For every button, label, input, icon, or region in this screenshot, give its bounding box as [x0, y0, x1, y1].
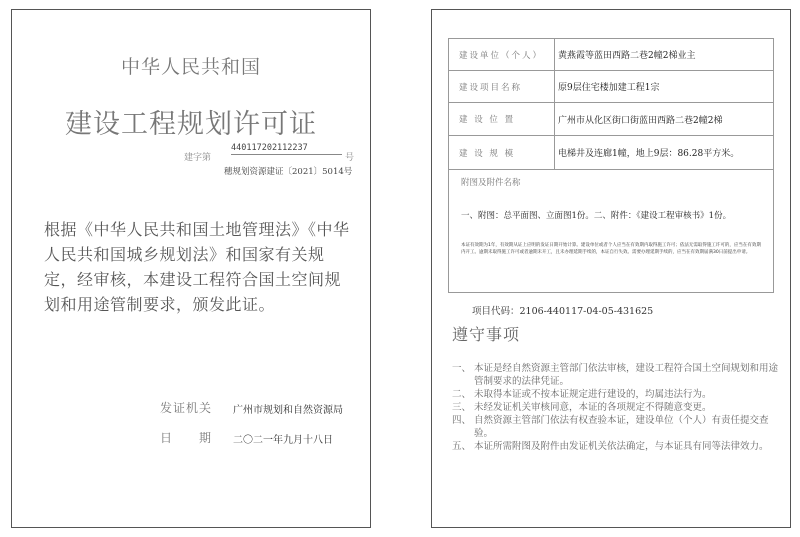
- table-row: [449, 71, 774, 103]
- country-name: 中华人民共和国: [120, 56, 261, 78]
- attachments-label: 附图及附件名称: [461, 178, 521, 188]
- list-item: [452, 362, 780, 388]
- list-item: [452, 414, 780, 440]
- table-label: 建 设 规 模: [449, 136, 555, 170]
- table-label: 建 设 位 置: [449, 103, 555, 136]
- cert-prefix: 建字第: [184, 153, 212, 163]
- notice-title: 遵守事项: [452, 325, 521, 344]
- notice-list: [452, 362, 780, 453]
- notice-text: 未经发证机关审核同意，本证的各项规定不得随意变更。: [474, 402, 712, 413]
- permit-title: 建设工程规划许可证: [65, 109, 317, 140]
- list-item: [452, 401, 780, 414]
- notice-text: 本证是经自然资源主管部门依法审核，建设工程符合国土空间规划和用途管制要求的法律凭证。: [474, 363, 779, 387]
- notice-number: 一、: [452, 363, 472, 374]
- permit-body-text: 根据《中华人民共和国土地管理法》《中华人民共和国城乡规划法》和国家有关规定，经审核，本建设工程符合国土空间规划和用途管制要求，颁发此证。: [44, 220, 350, 314]
- project-code: 项目代码：2106-440117-04-05-431625: [472, 306, 654, 317]
- table-label: 建设单位（个人）: [449, 39, 555, 71]
- attachments-box: [448, 169, 774, 293]
- issuer-value: 广州市规划和自然资源局: [233, 405, 343, 416]
- table-row: [449, 136, 774, 170]
- table-value: 黄燕霞等蓝田西路二巷2幢2梯业主: [555, 39, 774, 71]
- notice-text: 自然资源主管部门依法有权查验本证，建设单位（个人）有责任提交查验。: [474, 415, 769, 439]
- table-value: 原9层住宅楼加建工程1宗: [555, 71, 774, 103]
- table-row: [449, 39, 774, 71]
- notice-text: 未取得本证或不按本证规定进行建设的，均属违法行为。: [474, 389, 712, 400]
- cert-suffix: 号: [345, 153, 355, 163]
- list-item: [452, 440, 780, 453]
- date-value: 二〇二一年九月十八日: [233, 435, 333, 446]
- notice-text: 本证所需附图及附件由发证机关依法确定，与本证具有同等法律效力。: [474, 441, 769, 452]
- permit-left-page: [11, 9, 371, 528]
- attachments-text: 一、附图：总平面图、立面图1份。二、附件：《建设工程审核书》1份。: [461, 211, 732, 221]
- table-value: 广州市从化区街口街蓝田西路二巷2幢2梯: [555, 103, 774, 136]
- cert-number: 440117202112237: [231, 143, 342, 155]
- issuer-label: 发证机关: [160, 401, 213, 415]
- project-info-table: [448, 38, 774, 170]
- table-label: 建设项目名称: [449, 71, 555, 103]
- list-item: [452, 388, 780, 401]
- notice-number: 四、: [452, 415, 472, 426]
- validity-fine-print: 本证有效期为1年，有效期从证上应明的发证日期开始计算。建设单位或者个人应当在有效期内取得施工许可；依法无需取得施工许可的，应当在有效期内开工。逾期未取得施工许可或者逾期未开工，且未办理延期手续的，本证自行失效。需要办理延期手续的，应当在有效期届满30日前提出申请。: [461, 243, 761, 255]
- notice-number: 三、: [452, 402, 472, 413]
- document-number: 穗规划资源建证〔2021〕5014号: [224, 167, 353, 177]
- notice-number: 二、: [452, 389, 472, 400]
- permit-right-page: [431, 9, 791, 528]
- table-value: 电梯井及连廊1幢，地上9层：86.28平方米。: [555, 136, 774, 170]
- notice-number: 五、: [452, 441, 472, 452]
- table-row: [449, 103, 774, 136]
- date-label: 日 期: [160, 431, 213, 445]
